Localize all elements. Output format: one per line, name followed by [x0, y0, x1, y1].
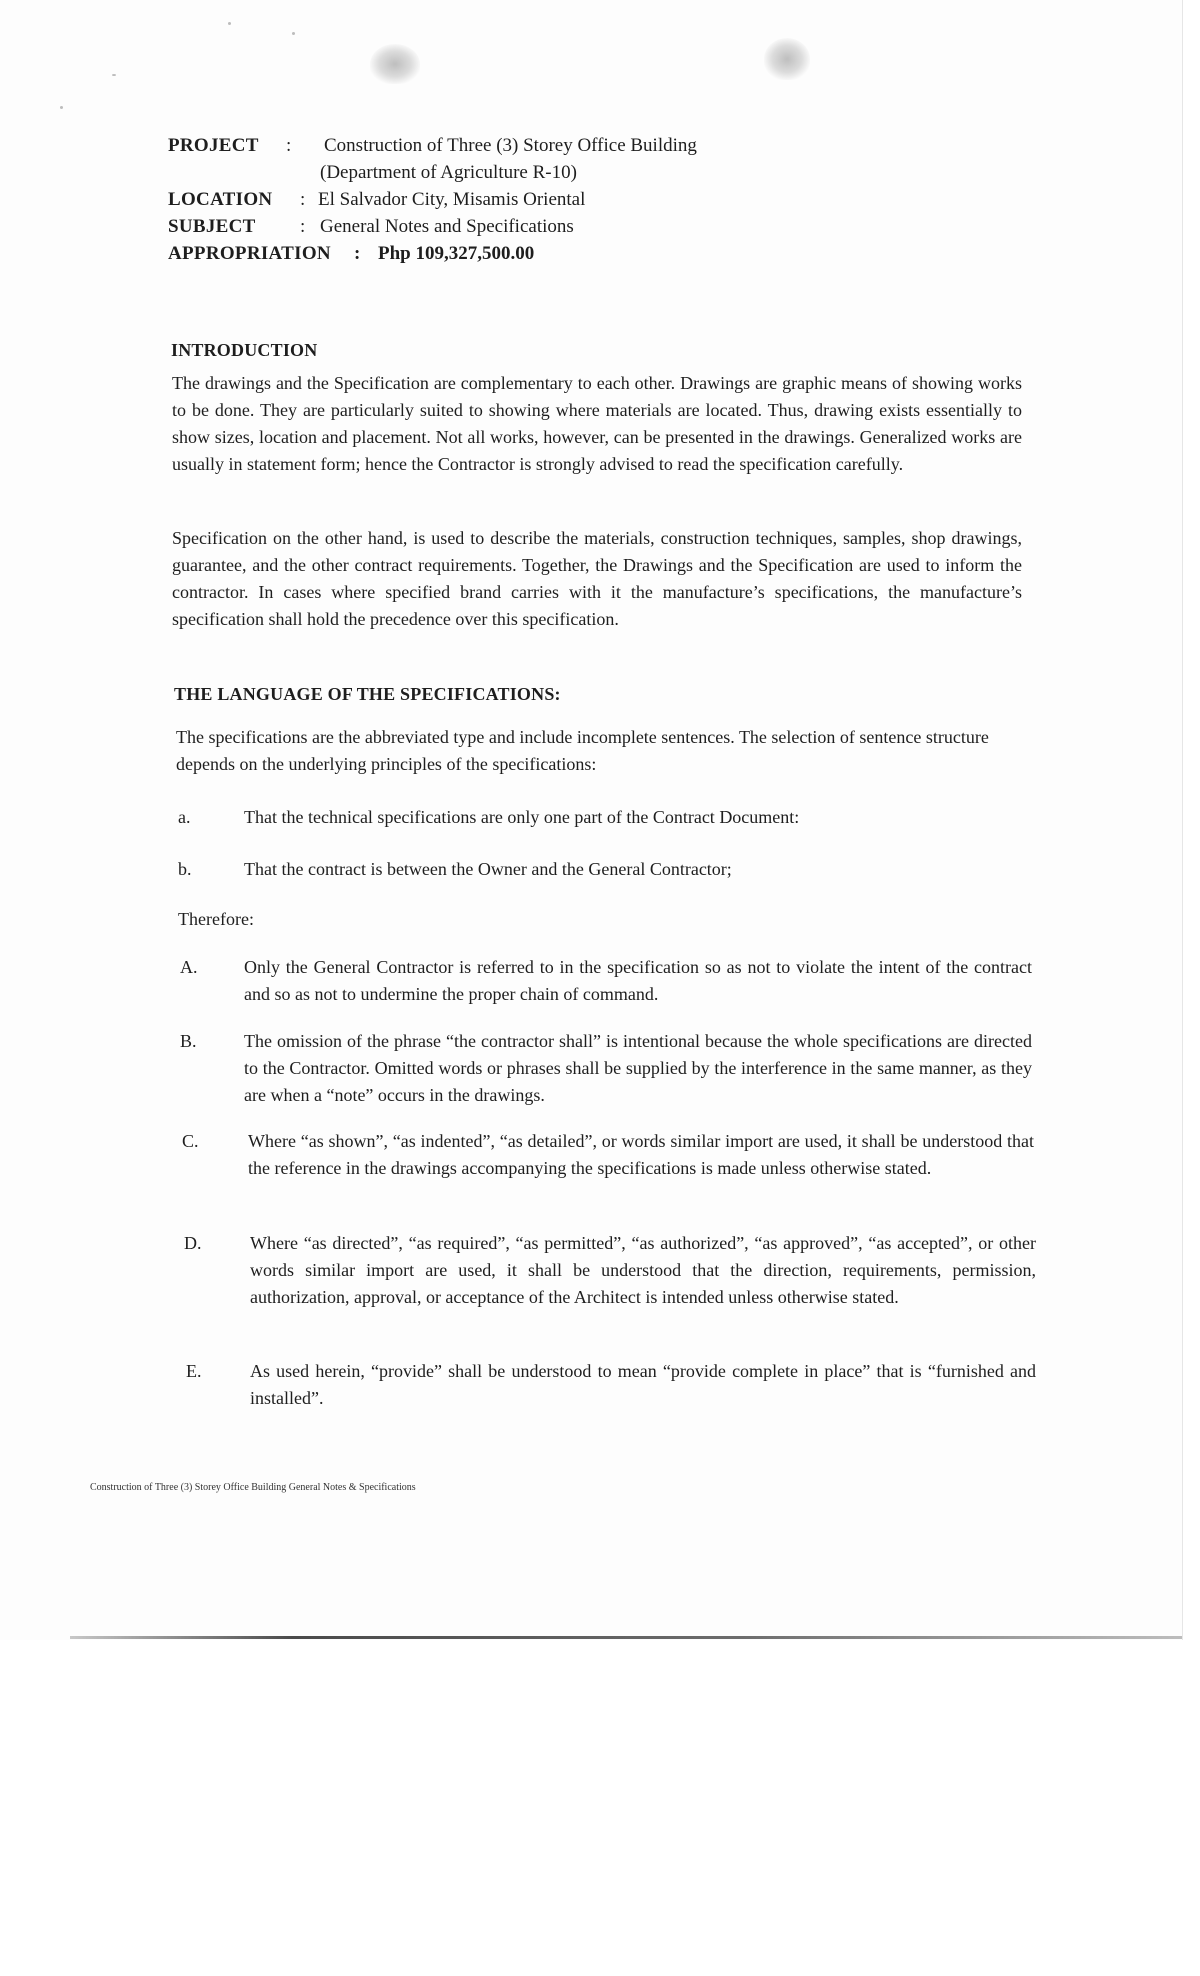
subject-value: General Notes and Specifications — [320, 216, 574, 237]
language-title: THE LANGUAGE OF THE SPECIFICATIONS: — [174, 684, 561, 704]
location-colon: : — [300, 189, 306, 210]
spec-item-marker: A. — [180, 957, 198, 977]
spec-item-marker: C. — [182, 1131, 199, 1151]
subject-colon: : — [300, 216, 306, 237]
scan-speck — [60, 106, 63, 109]
spec-item-text: Only the General Contractor is referred to in the specification so as not to violate the intent of the contract and so as not to undermine the proper chain of command. — [244, 957, 1032, 1004]
introduction-paragraph-1: The drawings and the Specification are complementary to each other. Drawings are graphic means of showing works to be done. They are particularly suited to showing where materials are located. Thus, drawing exists essentially to show sizes, location and placement. Not all works, however, can be presented in the drawings. Generalized works are usually in statement form; hence the Contractor is strongly advised to read the specification carefully. — [172, 373, 1022, 474]
introduction-title: INTRODUCTION — [171, 340, 318, 360]
spec-item-marker: B. — [180, 1031, 197, 1051]
page-footer: Construction of Three (3) Storey Office Building General Notes & Specifications — [90, 1482, 416, 1493]
spec-item-text: As used herein, “provide” shall be understood to mean “provide complete in place” that is “furnished and installed”. — [250, 1361, 1036, 1408]
scan-speck — [112, 74, 116, 76]
page-bottom-edge — [70, 1636, 1182, 1639]
scan-speck — [292, 32, 295, 35]
principle-item — [178, 804, 1038, 831]
project-value-2: (Department of Agriculture R-10) — [320, 162, 577, 183]
appropriation-label: APPROPRIATION — [168, 243, 331, 264]
location-label: LOCATION — [168, 189, 273, 210]
spec-item-text: Where “as shown”, “as indented”, “as detailed”, or words similar import are used, it shall be understood that the reference in the drawings accompanying the specifications is made unless otherwise stated. — [248, 1131, 1034, 1178]
subject-label: SUBJECT — [168, 216, 256, 237]
punch-hole-mark — [370, 44, 420, 84]
language-intro: The specifications are the abbreviated type and include incomplete sentences. The selection of sentence structure depends on the underlying principles of the specifications: — [176, 727, 989, 774]
principle-item — [178, 856, 1038, 883]
principle-marker: a. — [178, 807, 191, 827]
appropriation-colon: : — [354, 243, 361, 264]
spec-item-marker: E. — [186, 1361, 202, 1381]
scan-speck — [228, 22, 231, 25]
principle-text: That the technical specifications are only one part of the Contract Document: — [244, 807, 800, 827]
project-value: Construction of Three (3) Storey Office Building — [324, 135, 697, 156]
introduction-paragraph-2: Specification on the other hand, is used to describe the materials, construction techniques, samples, shop drawings, guarantee, and the other contract requirements. Together, the Drawings and the Specification are used to inform the contractor. In cases where specified brand carries with it the manufacture’s specifications, the manufacture’s specification shall hold the precedence over this specification. — [172, 528, 1022, 629]
project-label: PROJECT — [168, 135, 259, 156]
project-colon: : — [286, 135, 292, 156]
spec-item-marker: D. — [184, 1233, 202, 1253]
principle-text: That the contract is between the Owner and the General Contractor; — [244, 859, 732, 879]
principle-marker: b. — [178, 859, 192, 879]
spec-item-text: Where “as directed”, “as required”, “as permitted”, “as authorized”, “as approved”, “as accepted”, or other words similar import are used, it shall be understood that the direction, requirements, permission, authorization, approval, or acceptance of the Architect is intended unless otherwise stated. — [250, 1233, 1036, 1307]
punch-hole-mark — [764, 38, 810, 80]
spec-item-text: The omission of the phrase “the contractor shall” is intentional because the whole specifications are directed to the Contractor. Omitted words or phrases shall be supplied by the interference in the same manner, as they are when a “note” occurs in the drawings. — [244, 1031, 1032, 1105]
appropriation-value: Php 109,327,500.00 — [378, 243, 535, 264]
location-value: El Salvador City, Misamis Oriental — [318, 189, 586, 210]
therefore-text: Therefore: — [178, 909, 254, 929]
